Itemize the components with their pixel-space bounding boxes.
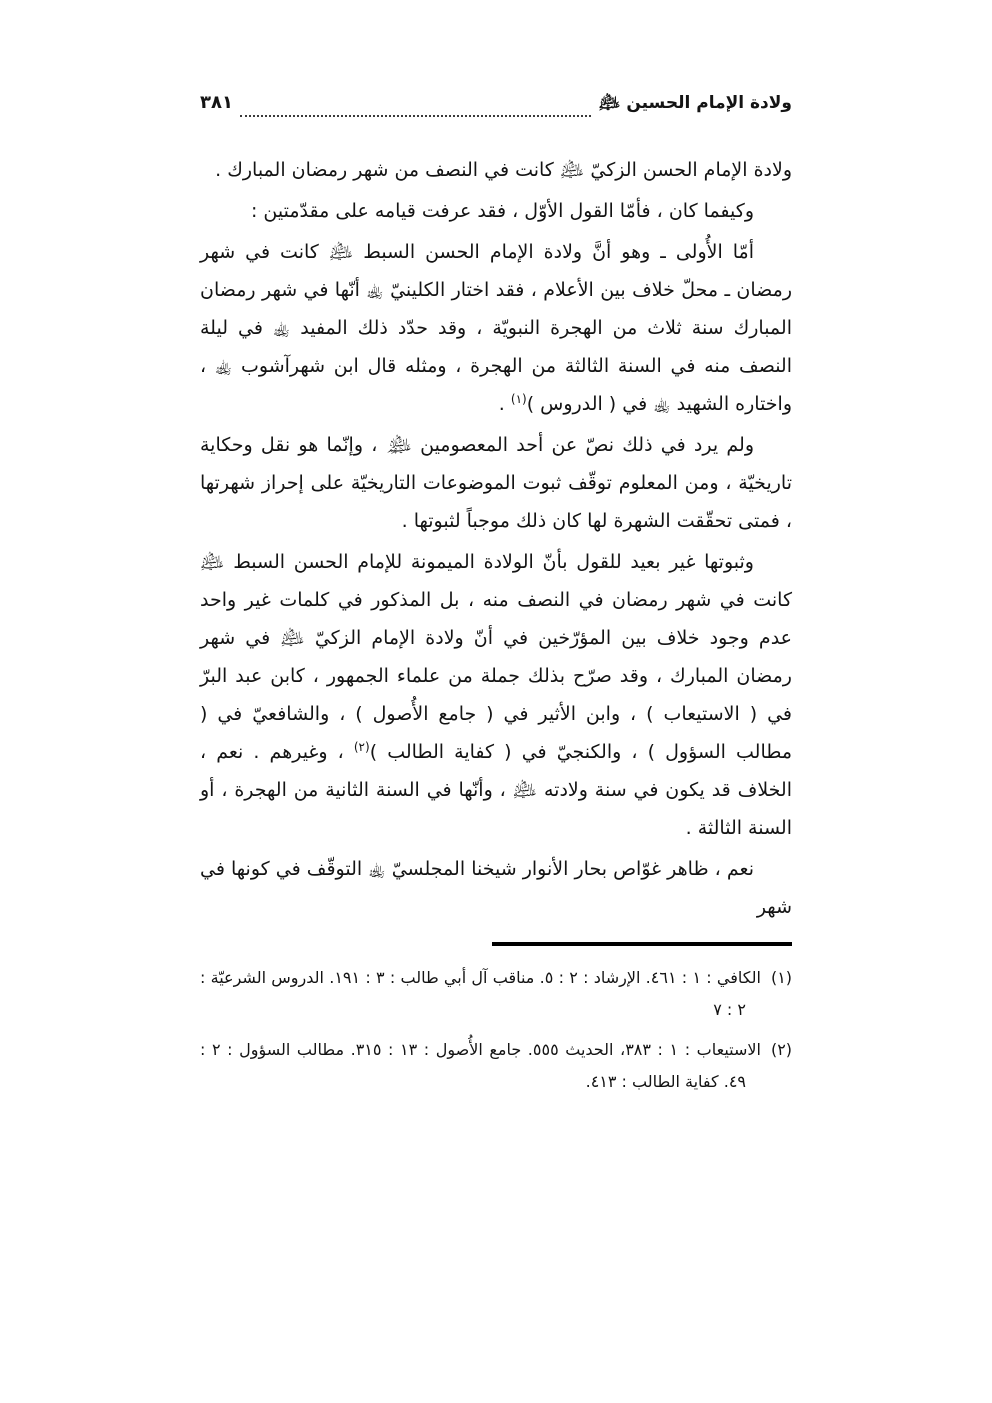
footnote-ref-2: (٢) <box>353 740 370 754</box>
footnote-separator <box>492 942 792 946</box>
leader-dots <box>240 104 592 117</box>
paragraph-3 <box>200 233 792 423</box>
page-number: ٣٨١ <box>200 92 233 113</box>
footnote-number: (٢) <box>770 1040 793 1059</box>
paragraph-text: نعم ، ظاهر غوّاص بحار الأنوار شيخنا المجلسيّ ﵀ التوقّف في كونها في شهر <box>200 858 792 918</box>
footnote-2 <box>200 1034 792 1098</box>
footnote-text: الكافي : ١ : ٤٦١. الإرشاد : ٢ : ٥. مناقب آل أبي طالب : ٣ : ١٩١. الدروس الشرعيّة : ٢ : ٧ <box>200 968 761 1019</box>
page-content <box>200 92 792 1106</box>
paragraph-text: وثبوتها غير بعيد للقول بأنّ الولادة الميمونة للإمام الحسن السبط ﵇ كانت في شهر رمضان في النصف منه ، بل المذكور في كلمات غير واحد عدم وجود خلاف بين المؤرّخين في أنّ ولادة الإمام الزكيّ ﵇ في شهر رمضان المبارك ، وقد صرّح بذلك جملة من علماء الجمهور ، كابن عبد البرّ في ( الاستيعاب ) ، وابن الأثير في ( جامع الأُصول ) ، والشافعيّ في ( مطالب السؤول ) ، والكنجيّ في ( كفاية الطالب ) <box>200 551 792 763</box>
paragraph-1 <box>200 151 792 189</box>
footnote-ref-1: (١) <box>510 392 527 406</box>
footnote-number: (١) <box>770 968 793 987</box>
paragraph-text: ، وغيرهم . نعم ، الخلاف قد يكون في سنة ولادته ﵇ ، وأنّها في السنة الثانية من الهجرة ، أو السنة الثالثة . <box>200 741 792 839</box>
footnote-1 <box>200 962 792 1026</box>
paragraph-5 <box>200 543 792 847</box>
paragraph-text: . <box>498 393 511 415</box>
running-title: ولادة الإمام الحسين ﵇ <box>598 93 792 113</box>
paragraph-6 <box>200 850 792 926</box>
paragraph-text: وكيفما كان ، فأمّا القول الأوّل ، فقد عرفت قيامه على مقدّمتين : <box>250 200 754 222</box>
footnotes <box>200 962 792 1098</box>
page-header <box>200 92 792 117</box>
paragraph-4 <box>200 426 792 540</box>
paragraph-text: ولادة الإمام الحسن الزكيّ ﵇ كانت في النصف من شهر رمضان المبارك . <box>215 159 792 181</box>
paragraph-2 <box>200 192 792 230</box>
footnote-text: الاستيعاب : ١ : ٣٨٣، الحديث ٥٥٥. جامع الأُصول : ١٣ : ٣١٥. مطالب السؤول : ٢ : ٤٩. كفاية الطالب : ٤١٣. <box>200 1040 761 1091</box>
page-body <box>200 151 792 926</box>
paragraph-text: ولم يرد في ذلك نصّ عن أحد المعصومين ﵈ ، وإنّما هو نقل وحكاية تاريخيّة ، ومن المعلوم توقّف ثبوت الموضوعات التاريخيّة على إحراز شهرتها ، فمتى تحقّقت الشهرة لها كان ذلك موجباً لثبوتها . <box>200 434 792 532</box>
paragraph-text: أمّا الأُولى ـ وهو أنَّ ولادة الإمام الحسن السبط ﵇ كانت في شهر رمضان ـ محلّ خلاف بين الأعلام ، فقد اختار الكلينيّ ﵀ أنّها في شهر رمضان المبارك سنة ثلاث من الهجرة النبويّة ، وقد حدّد ذلك المفيد ﵀ في ليلة النصف منه في السنة الثالثة من الهجرة ، ومثله قال ابن شهرآشوب ﵀ ، واختاره الشهيد ﵀ في ( الدروس ) <box>200 241 792 415</box>
